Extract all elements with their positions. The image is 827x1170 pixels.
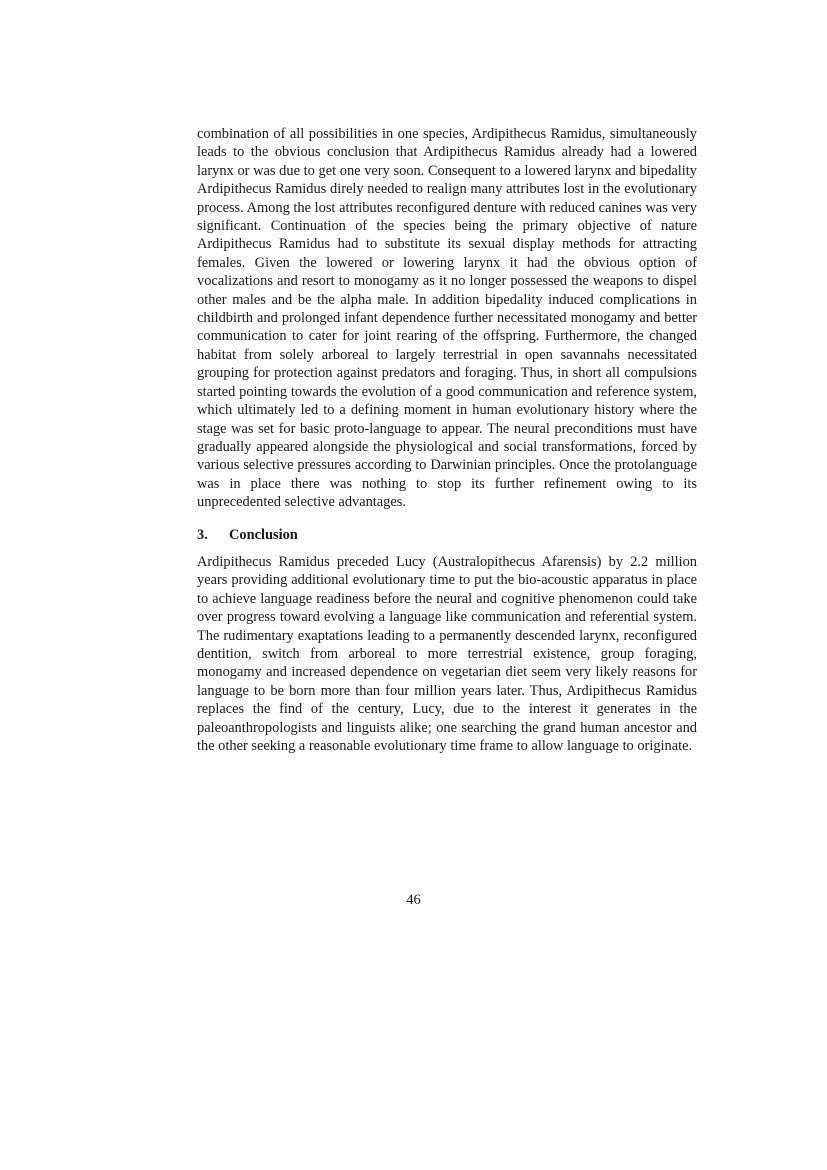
page-number: 46 (406, 892, 421, 908)
conclusion-paragraph: Ardipithecus Ramidus preceded Lucy (Australopithecus Afarensis) by 2.2 million years providing additional evolutionary time to put the bio-acoustic apparatus in place to achieve language readiness before the neural and cognitive phenomenon could take over progress toward evolving a language like communication and referential system. The rudimentary exaptations leading to a permanently descended larynx, reconfigured dentition, switch from arboreal to more terrestrial existence, group foraging, monogamy and increased dependence on vegetarian diet seem very likely reasons for language to be born more than four million years later. Thus, Ardipithecus Ramidus replaces the find of the century, Lucy, due to the interest it generates in the paleoanthropologists and linguists alike; one searching the grand human ancestor and the other seeking a reasonable evolutionary time frame to allow language to originate. (197, 553, 697, 754)
text-block (197, 125, 697, 755)
section-title: Conclusion (229, 526, 298, 543)
section-heading (197, 526, 697, 544)
body-paragraph-continued: combination of all possibilities in one species, Ardipithecus Ramidus, simultaneously leads to the obvious conclusion that Ardipithecus Ramidus already had a lowered larynx or was due to get one very soon. Consequent to a lowered larynx and bipedality Ardipithecus Ramidus direly needed to realign many attributes lost in the evolutionary process. Among the lost attributes reconfigured denture with reduced canines was very significant. Continuation of the species being the primary objective of nature Ardipithecus Ramidus had to substitute its sexual display methods for attracting females. Given the lowered or lowering larynx it had the obvious option of vocalizations and resort to monogamy as it no longer possessed the weapons to dispel other males and be the alpha male. In addition bipedality induced complications in childbirth and prolonged infant dependence further necessitated monogamy and better communication to cater for joint rearing of the offspring. Furthermore, the changed habitat from solely arboreal to largely terrestrial in open savannahs necessitated grouping for protection against predators and foraging. Thus, in short all compulsions started pointing towards the evolution of a good communication and reference system, which ultimately led to a defining moment in human evolutionary history where the stage was set for basic proto-language to appear. The neural preconditions must have gradually appeared alongside the physiological and social transformations, forced by various selective pressures according to Darwinian principles. Once the protolanguage was in place there was nothing to stop its further refinement owing to its unprecedented selective advantages. (197, 126, 697, 511)
section-number: 3. (197, 526, 208, 543)
